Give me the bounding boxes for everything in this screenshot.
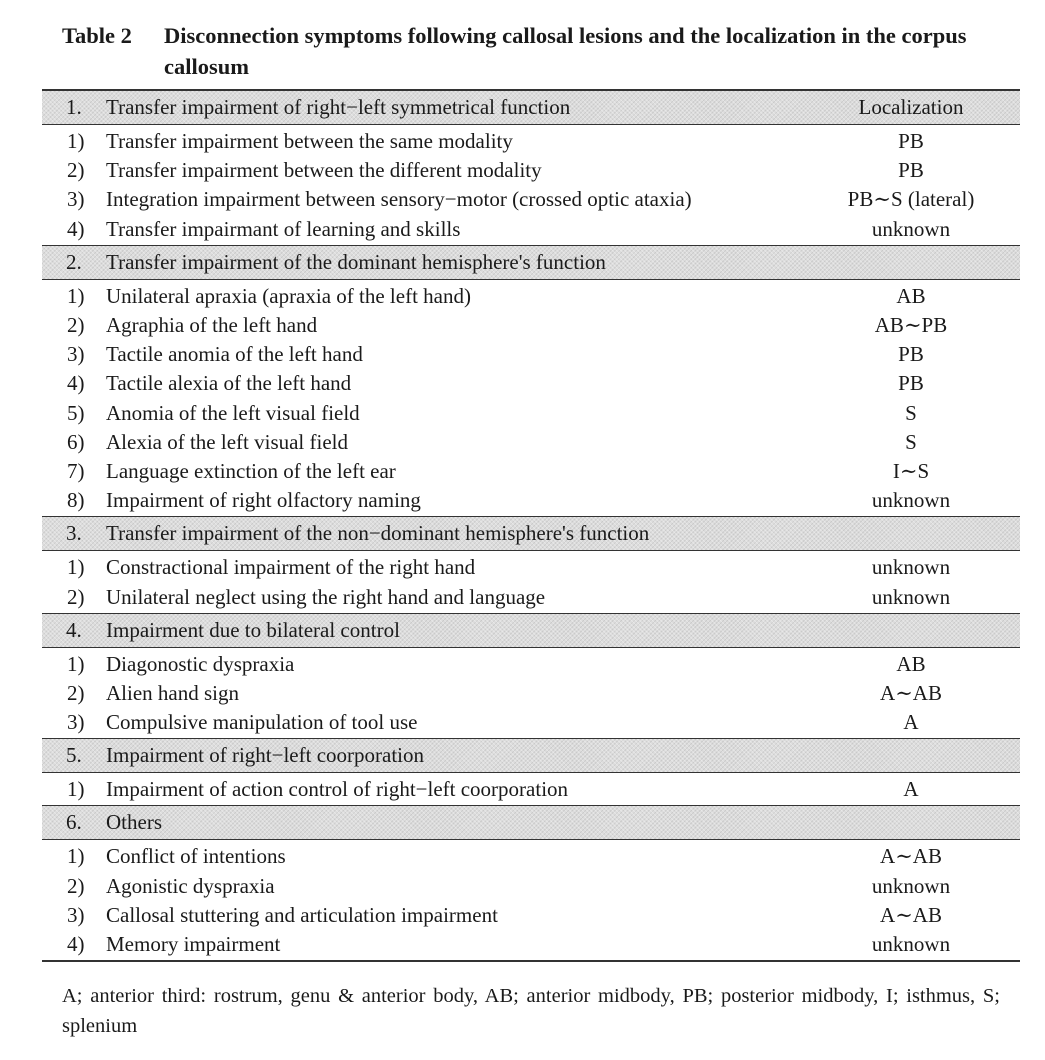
symptom-text: Unilateral neglect using the right hand and language (106, 584, 546, 609)
symptom-text: Memory impairment (106, 932, 281, 957)
localization-value: PB (898, 342, 924, 367)
symptom-text: Agonistic dyspraxia (106, 873, 275, 898)
table-row (42, 340, 1020, 369)
symptom-text: Tactile anomia of the left hand (106, 342, 363, 367)
symptom-text: Transfer impairmant of learning and skills (106, 216, 461, 241)
table-row (42, 311, 1020, 340)
table-row (42, 428, 1020, 457)
localization-value: I∼S (892, 458, 930, 483)
table-row (42, 842, 1020, 871)
symptoms-table (42, 89, 1020, 962)
section-number: 6. (66, 810, 82, 835)
section-rows (42, 551, 1020, 612)
localization-value: A∼AB (880, 844, 942, 869)
table-row (42, 650, 1020, 679)
item-number: 6) (67, 429, 85, 454)
table-row (42, 901, 1020, 930)
localization-column-header: Localization (858, 95, 964, 119)
item-number: 1) (67, 283, 85, 308)
localization-value: AB (896, 651, 926, 676)
item-number: 3) (67, 187, 85, 212)
item-number: 4) (67, 371, 85, 396)
section-title: Transfer impairment of right−left symmetrical function (106, 95, 571, 119)
table-row (42, 282, 1020, 311)
table-row (42, 399, 1020, 428)
localization-value: unknown (871, 216, 951, 241)
localization-value: unknown (871, 932, 951, 957)
symptom-text: Alien hand sign (106, 680, 239, 705)
table-row (42, 486, 1020, 515)
section-rows (42, 840, 1020, 960)
section-header (42, 613, 1020, 648)
symptom-text: Diagonostic dyspraxia (106, 651, 295, 676)
symptom-text: Transfer impairment between the same modality (106, 129, 513, 154)
localization-value: S (905, 400, 917, 425)
symptom-text: Transfer impairment between the different modality (106, 158, 542, 183)
item-number: 2) (67, 873, 85, 898)
localization-value: A∼AB (880, 902, 942, 927)
localization-value: unknown (871, 555, 951, 580)
table-row (42, 582, 1020, 611)
section-rows (42, 280, 1020, 517)
localization-value: PB (898, 129, 924, 154)
table-row (42, 872, 1020, 901)
section-number: 1. (66, 95, 82, 119)
table-row (42, 775, 1020, 804)
table-row (42, 708, 1020, 737)
section-rows (42, 648, 1020, 739)
localization-value: AB∼PB (874, 313, 948, 338)
symptom-text: Tactile alexia of the left hand (106, 371, 352, 396)
item-number: 7) (67, 458, 85, 483)
section-header (42, 738, 1020, 773)
section-title: Transfer impairment of the non−dominant hemisphere's function (106, 521, 650, 546)
symptom-text: Integration impairment between sensory−motor (crossed optic ataxia) (106, 187, 692, 212)
localization-value: PB (898, 158, 924, 183)
section-title: Transfer impairment of the dominant hemisphere's function (106, 249, 606, 274)
item-number: 2) (67, 158, 85, 183)
item-number: 4) (67, 216, 85, 241)
item-number: 3) (67, 710, 85, 735)
table-row (42, 457, 1020, 486)
item-number: 1) (67, 651, 85, 676)
item-number: 2) (67, 313, 85, 338)
localization-value: A (903, 777, 919, 802)
table-row (42, 930, 1020, 959)
section-number: 5. (66, 743, 82, 768)
localization-value: A∼AB (880, 680, 942, 705)
symptom-text: Alexia of the left visual field (106, 429, 349, 454)
table-row (42, 185, 1020, 214)
table-row (42, 127, 1020, 156)
item-number: 4) (67, 932, 85, 957)
table-caption (62, 20, 1022, 82)
table-row (42, 679, 1020, 708)
localization-value: AB (896, 283, 926, 308)
symptom-text: Impairment of right olfactory naming (106, 488, 421, 513)
table-caption-title: Disconnection symptoms following callosal lesions and the localization in the corpus callosum (164, 23, 967, 79)
table-row (42, 553, 1020, 582)
section-rows (42, 773, 1020, 805)
table-row (42, 215, 1020, 244)
localization-value: unknown (871, 584, 951, 609)
localization-value: unknown (871, 488, 951, 513)
table-row (42, 369, 1020, 398)
localization-value: PB∼S (lateral) (847, 187, 975, 212)
item-number: 8) (67, 488, 85, 513)
item-number: 3) (67, 902, 85, 927)
section-number: 3. (66, 521, 82, 546)
section-title: Impairment of right−left coorporation (106, 743, 424, 768)
item-number: 1) (67, 777, 85, 802)
localization-value: A (903, 710, 919, 735)
section-title: Impairment due to bilateral control (106, 617, 400, 642)
symptom-text: Compulsive manipulation of tool use (106, 710, 418, 735)
symptom-text: Callosal stuttering and articulation impairment (106, 902, 498, 927)
item-number: 1) (67, 129, 85, 154)
section-rows (42, 125, 1020, 245)
section-title: Others (106, 810, 162, 835)
item-number: 3) (67, 342, 85, 367)
symptom-text: Impairment of action control of right−left coorporation (106, 777, 569, 802)
section-number: 2. (66, 249, 82, 274)
symptom-text: Agraphia of the left hand (106, 313, 318, 338)
item-number: 2) (67, 584, 85, 609)
table-row (42, 156, 1020, 185)
item-number: 1) (67, 555, 85, 580)
item-number: 2) (67, 680, 85, 705)
symptom-text: Language extinction of the left ear (106, 458, 396, 483)
section-header (42, 245, 1020, 280)
symptom-text: Unilateral apraxia (apraxia of the left hand) (106, 283, 471, 308)
symptom-text: Constractional impairment of the right hand (106, 555, 476, 580)
item-number: 1) (67, 844, 85, 869)
section-header (42, 805, 1020, 840)
section-header (42, 516, 1020, 551)
localization-value: unknown (871, 873, 951, 898)
section-header (42, 91, 1020, 125)
localization-value: PB (898, 371, 924, 396)
section-number: 4. (66, 617, 82, 642)
item-number: 5) (67, 400, 85, 425)
table-footnote: A; anterior third: rostrum, genu & anterior body, AB; anterior midbody, PB; posterior midbody, I; isthmus, S; splenium (62, 985, 1000, 1037)
localization-value: S (905, 429, 917, 454)
symptom-text: Anomia of the left visual field (106, 400, 360, 425)
table-caption-label: Table 2 (62, 23, 132, 48)
symptom-text: Conflict of intentions (106, 844, 286, 869)
